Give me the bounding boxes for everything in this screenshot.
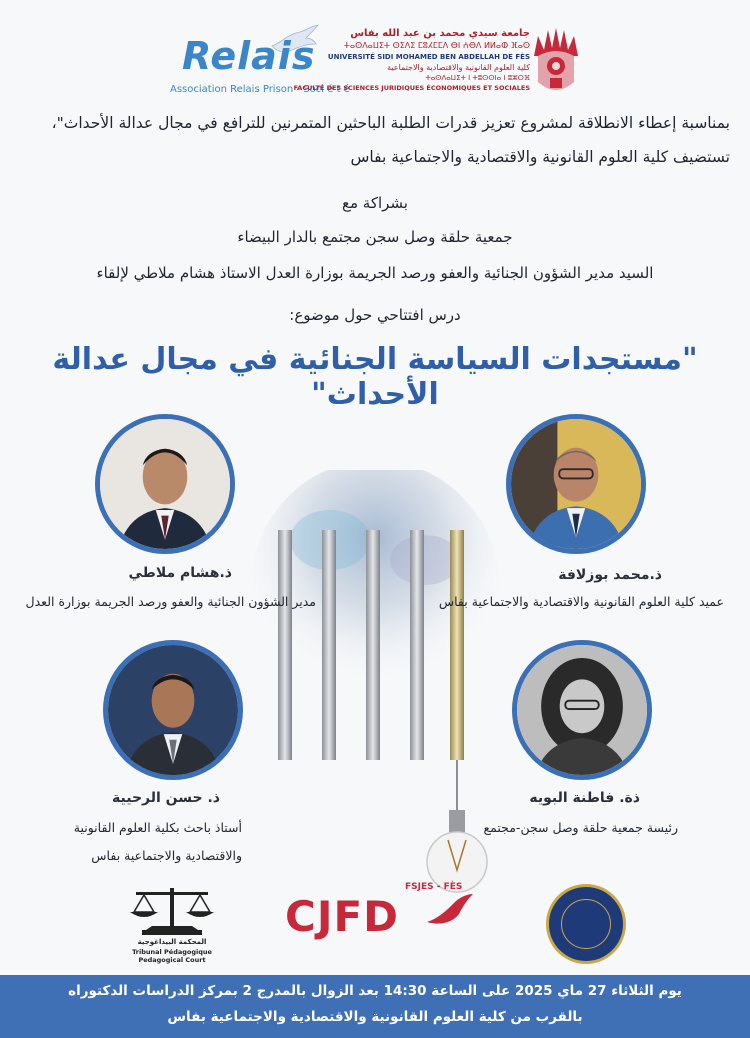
- person-icon: [511, 419, 641, 549]
- relais-subtitle: Association Relais Prison - Soci é t é: [170, 84, 350, 95]
- court-name-fr: [122, 948, 222, 964]
- doctoral-center-seal-logo: [546, 884, 626, 964]
- faculty-name-tifinagh: ⵜⴰⵙⴷⴰⵡⵉⵜ ⵏ ⵜⵓⵙⵙⵏⴰ ⵏ ⵓⵣⵔⴼ: [425, 74, 530, 82]
- university-logo-text: [293, 28, 635, 98]
- speaker-name-hassan-rahiya: ذ. حسن الرحيية: [112, 790, 220, 806]
- speaker-name-fatna-elbouih: ذة. فاطنة البويه: [529, 790, 640, 806]
- faculty-name-fr: FACULTÉ DES SCIENCES JURIDIQUES ÉCONOMIQUES ET SOCIALES: [293, 84, 530, 92]
- speaker-role-mohamed-bouzlafa: عميد كلية العلوم القانونية والاقتصادية والاجتماعية بفاس: [438, 594, 724, 609]
- bird-icon: [425, 892, 475, 932]
- faculty-name-ar: كلية العلوم القانونية والاقتصادية والاجتماعية: [387, 63, 530, 72]
- prison-bars-lightbulb-illustration: [250, 470, 500, 920]
- association-line: جمعية حلقة وصل سجن مجتمع بالدار البيضاء: [237, 228, 513, 246]
- cjfd-tagline: FSJES - FÈS: [405, 882, 463, 892]
- lecture-title: "مستجدات السياسة الجنائية في مجال عدالة الأحداث": [52, 342, 698, 412]
- partnership-line: بشراكة مع: [342, 194, 408, 212]
- university-name-tifinagh: ⵜⴰⵙⴷⴰⵡⵉⵜ ⵙⵉⴷⵉ ⵎⵓⵃⵎⵎⴷ ⴱⵏ ⵄⴱⴷ ⵍⵍⴰⵀ ⴼⴰⵙ: [343, 41, 530, 50]
- speaker-portrait-hassan-rahiya: [103, 640, 243, 780]
- scales-of-justice-icon: [122, 882, 222, 938]
- court-name-ar: المحكمة البيداغوجية: [137, 938, 207, 946]
- pedagogical-court-logo: [122, 882, 222, 972]
- cjfd-wordmark: CJFD: [285, 892, 400, 941]
- director-line: السيد مدير الشؤون الجنائية والعفو ورصد الجريمة بوزارة العدل الاستاذ هشام ملاطي لإلقاء: [96, 264, 654, 282]
- speaker-role-fatna-elbouih: رئيسة جمعية حلقة وصل سجن-مجتمع: [483, 820, 678, 835]
- university-name-ar: جامعة سيدي محمد بن عبد الله بفاس: [350, 28, 530, 39]
- seal-emblem-icon: [561, 899, 611, 949]
- speaker-role-hassan-rahiya-line2: والاقتصادية والاجتماعية بفاس: [91, 848, 242, 863]
- event-date-location: يوم الثلاثاء 27 ماي 2025 على الساعة 14:30 بعد الزوال بالمدرج 2 بمركز الدراسات الدكتوراه: [68, 983, 682, 999]
- speaker-role-hicham-mellati: مدير الشؤون الجنائية والعفو ورصد الجريمة بوزارة العدل: [25, 594, 316, 609]
- event-address: بالقرب من كلية العلوم القانونية والاقتصادية والاجتماعية بفاس: [167, 1009, 583, 1025]
- footer-bar: [0, 975, 750, 1038]
- person-icon: [108, 645, 238, 775]
- speaker-name-hicham-mellati: ذ.هشام ملاطي: [128, 565, 232, 581]
- speaker-role-hassan-rahiya-line1: أستاذ باحث بكلية العلوم القانونية: [73, 820, 242, 835]
- relais-name: Relais: [182, 34, 316, 78]
- speaker-portrait-hicham-mellati: [95, 414, 235, 554]
- speaker-portrait-mohamed-bouzlafa: [506, 414, 646, 554]
- university-emblem-icon: [530, 26, 582, 98]
- person-icon: [100, 419, 230, 549]
- speaker-name-mohamed-bouzlafa: ذ.محمد بوزلافة: [558, 567, 662, 583]
- speaker-portrait-fatna-elbouih: [512, 640, 652, 780]
- court-name-fr-line1: Tribunal Pédagogique: [132, 948, 212, 956]
- university-name-fr: UNIVERSITÉ SIDI MOHAMED BEN ABDELLAH DE FÈS: [327, 53, 530, 61]
- lecture-line: درس افتتاحي حول موضوع:: [289, 306, 461, 324]
- cjfd-logo: [285, 882, 475, 942]
- intro-paragraph: بمناسبة إعطاء الانطلاقة لمشروع تعزيز قدرات الطلبة الباحثين المتمرنين للترافع في مجال عدالة الأحداث"، تستضيف كلية العلوم القانونية والاقتصادية والاجتماعية بفاس: [51, 114, 730, 166]
- person-icon: [517, 645, 647, 775]
- court-name-fr-line2: Pedagogical Court: [138, 956, 206, 964]
